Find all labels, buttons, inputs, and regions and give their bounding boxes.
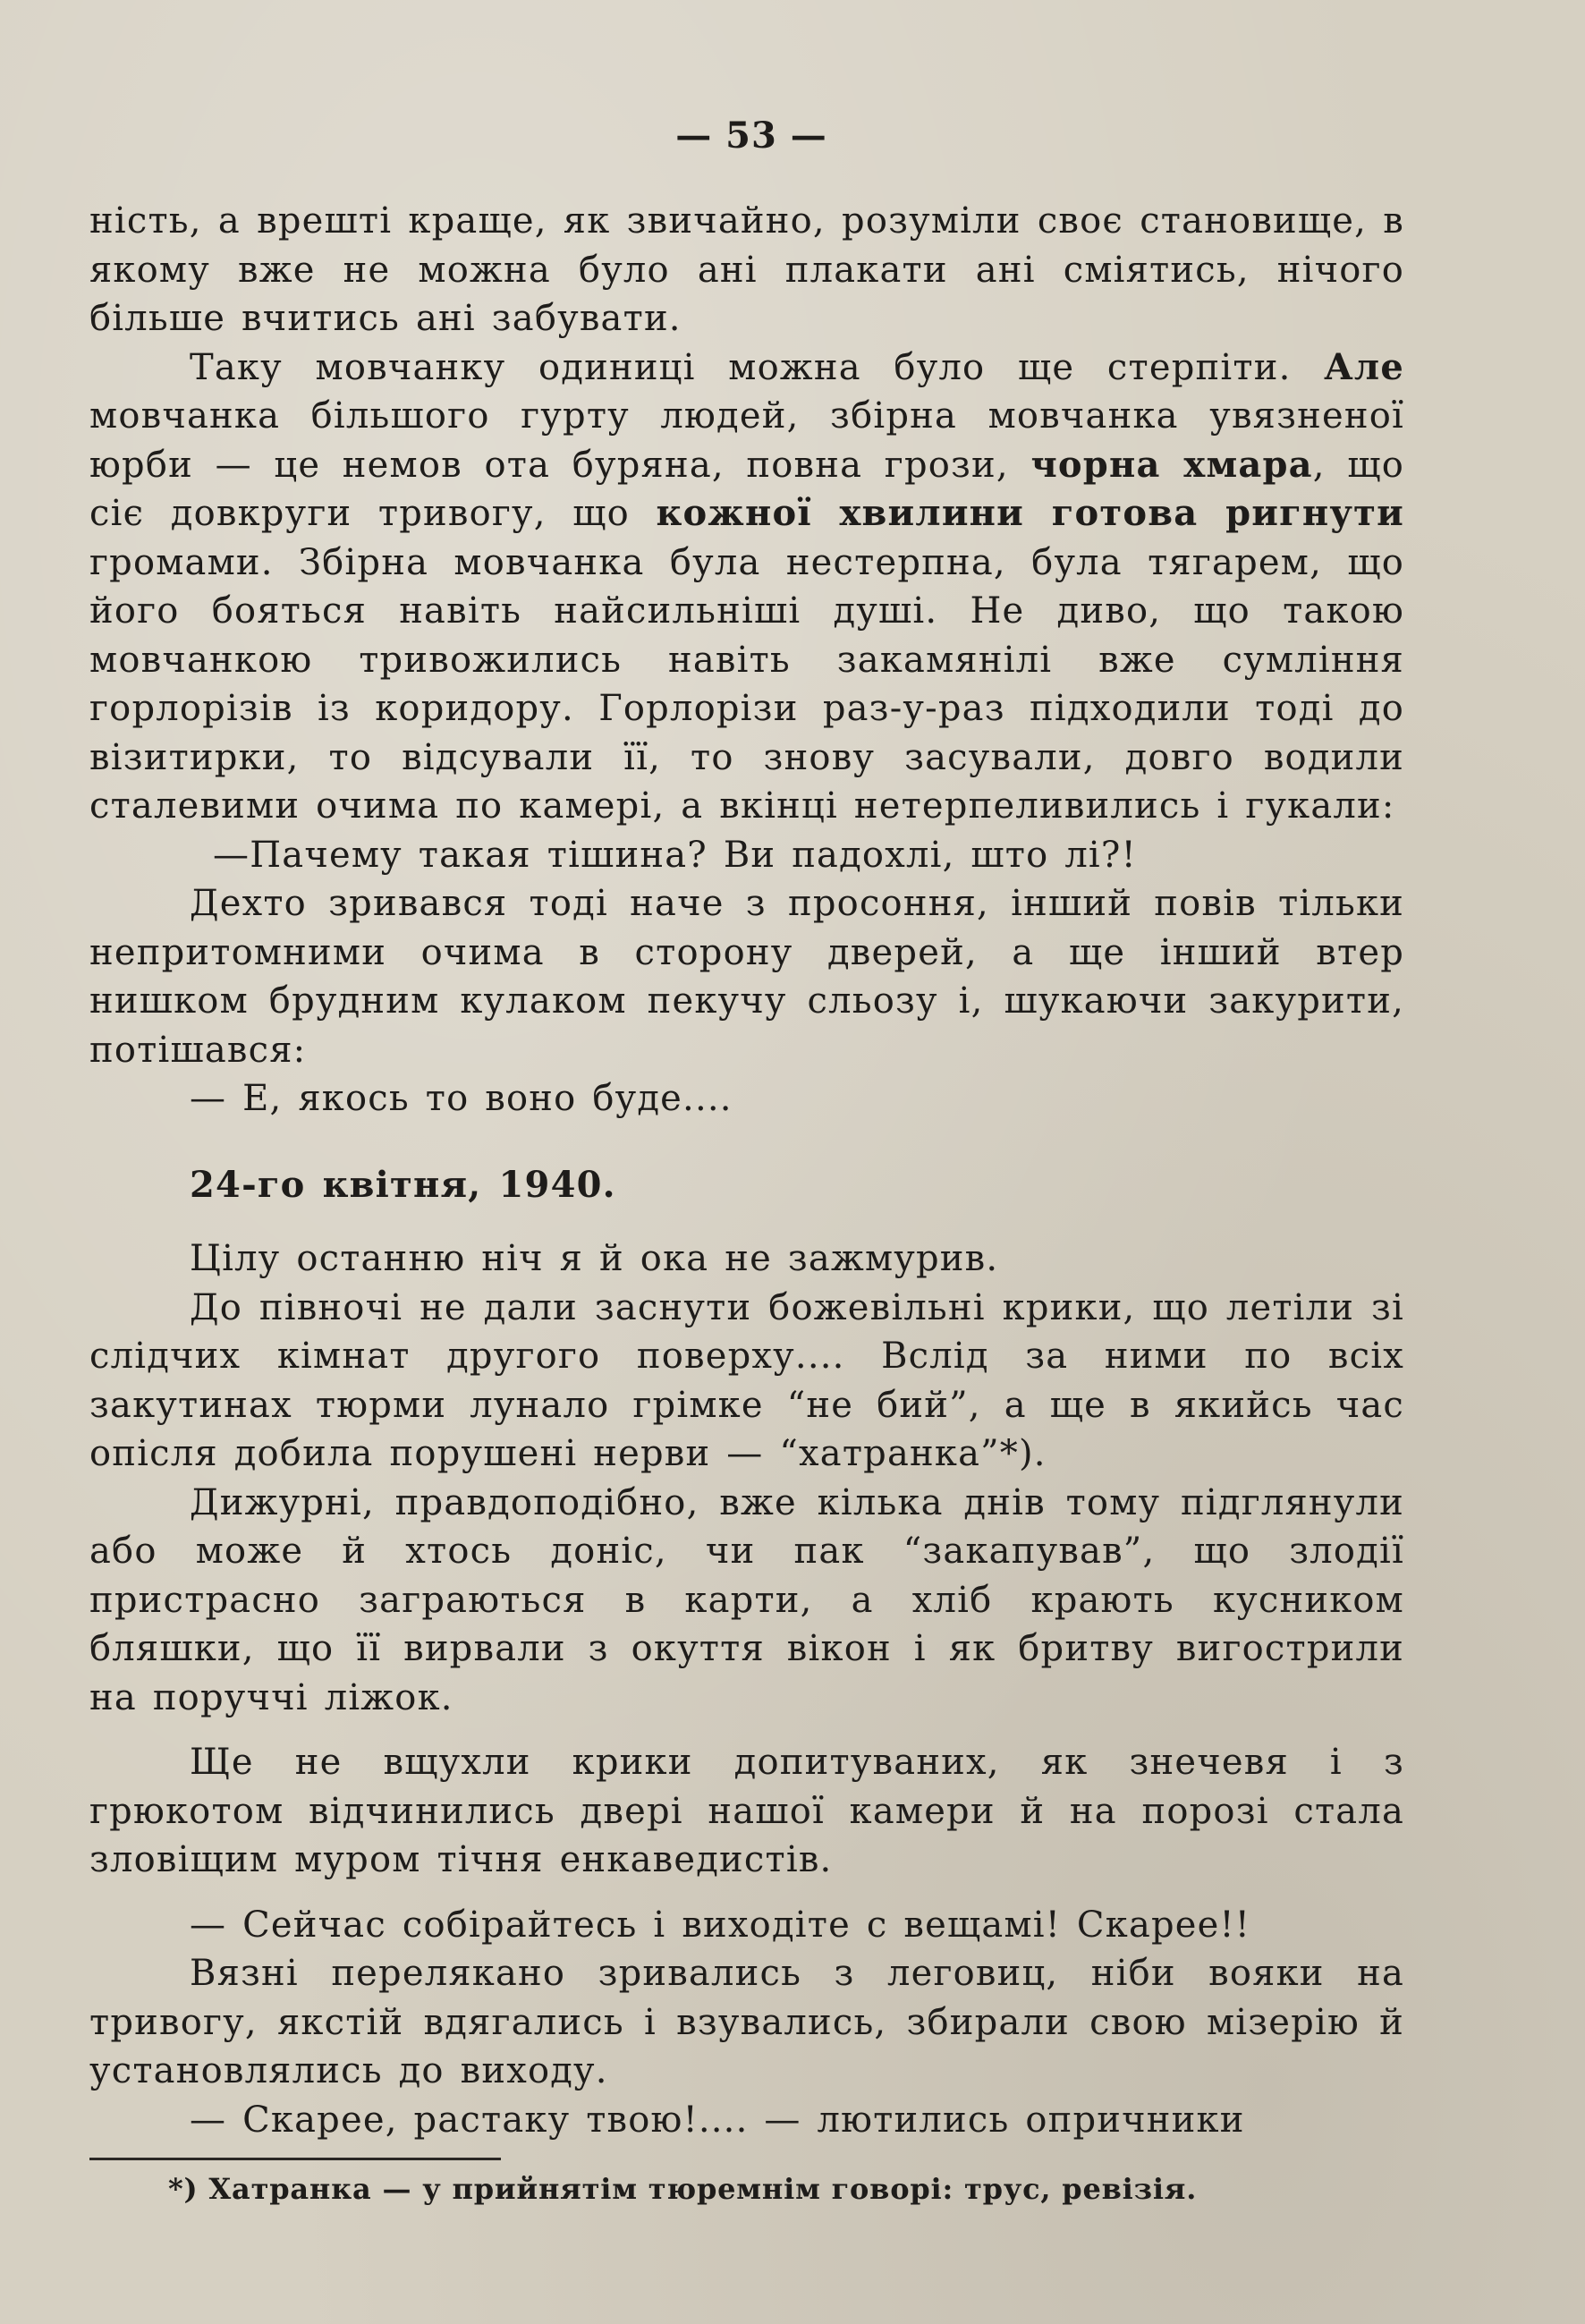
paragraph-2-part-a: Таку мовчанку одиниці можна було ще стерпіти.: [190, 346, 1325, 388]
paragraph-9: Ще не вщухли крики допитуваних, як знечевя і з грюкотом відчинились двері нашої камери й на порозі стала зловіщим муром тічня енкаведистів.: [89, 1742, 1404, 1880]
paragraph-8: Дижурні, правдоподібно, вже кілька днів тому підглянули або може й хтось доніс, чи пак “закапував”, що злодії пристрасно заграються в карти, а хліб крають кусником бляшки, що її вирвали з окуття вікон і як бритву вигострили на поруччі ліжок.: [89, 1481, 1404, 1718]
dialogue-line-1: —Пачему такая тішина? Ви падохлі, што лі?!: [213, 834, 1137, 876]
paragraph-6: Цілу останню ніч я й ока не зажмурив.: [190, 1238, 999, 1279]
paragraph-11: Вязні переляканo зривались з леговиц, ніби вояки на тривогу, якстій вдягались і взувались, збирали свою мізерію й установлялись до виходу.: [89, 1953, 1404, 2091]
paragraph-7: До півночі не дали заснути божевільні крики, що летіли зі слідчих кімнат другого поверху.... Вслід за ними по всіх закутинах тюрми лунало грімке “не бий”, а ще в якийсь час опісля добила порушені нерви — “хатранка”*).: [89, 1286, 1404, 1474]
date-heading: 24-го квітня, 1940.: [190, 1163, 616, 1206]
paragraph-4: Дехто зривався тоді наче з просоння, інший повів тільки непритомними очима в сторону дверей, а ще інший втер нишком брудним кулаком пекучу сльозу і, шукаючи закурити, потішався:: [89, 883, 1404, 1071]
paragraph-gap: [89, 1885, 1404, 1901]
body-text: [89, 197, 1404, 2144]
paragraph-2-bold-ale: Але: [1324, 345, 1404, 388]
dialogue-line-2: — Е, якось то воно буде....: [190, 1078, 733, 1119]
paragraph-2-part-e: , що сіє довкруги тривогу, що: [89, 444, 1404, 534]
paragraph-gap: [89, 1722, 1404, 1738]
footnote-divider: [89, 2158, 501, 2160]
paragraph-2-part-c: мовчанка більшого гурту людей, збірна мовчанка увязненої юрби — це немов ота буряна, повна грози,: [89, 395, 1404, 486]
dialogue-line-4: — Скарее, растаку твою!.... — лютились опричники: [190, 2099, 1245, 2141]
page-number: — 53 —: [675, 115, 827, 157]
paragraph-2-bold-minute: кожної хвилини готова ригнути: [656, 492, 1404, 534]
footnote: *) Хатранка — у прийнятім тюремнім говорі: трус, ревізія.: [168, 2172, 1198, 2206]
dialogue-line-3: — Сейчас собірайтесь і виходіте с вещамі! Скарее!!: [190, 1904, 1251, 1946]
paragraph-2-part-g: громами. Збірна мовчанка була нестерпна, була тягарем, що його бояться навіть найсильніші душі. Не диво, що такою мовчанкою тривожились навіть закамянілі вже сумління горлорізів із коридору. Горлорізи раз-у-раз підходили тоді до візитирки, то відсували її, то знову засували, довго водили сталевими очима по камері, а вкінці нетерпеливились і гукали:: [89, 541, 1404, 827]
paragraph-2-bold-cloud: чорна хмара: [1030, 443, 1313, 486]
paragraph-2: [89, 344, 1404, 831]
paragraph-1: ність, а врешті краще, як звичайно, розуміли своє становище, в якому вже не можна було ані плакати ані сміятись, нічого більше вчитись ані забувати.: [89, 200, 1404, 339]
